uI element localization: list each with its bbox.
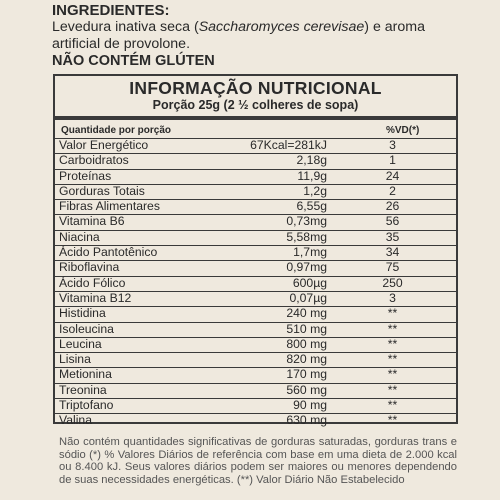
nutrient-vd: ** xyxy=(387,306,398,321)
nutrient-value: 0,07µg xyxy=(289,290,327,305)
nutrient-name: Vitamina B6 xyxy=(59,214,125,229)
table-divider xyxy=(55,116,456,120)
table-row xyxy=(55,413,456,428)
table-row xyxy=(55,245,456,260)
nutrient-vd: 24 xyxy=(385,168,400,183)
footer-note: Não contém quantidades significativas de gorduras saturadas, gorduras trans e sódio (*) % Valores Diários de referência com base em uma dieta de 2.000 kcal ou 8.400 kJ. Seus valores diários podem ser maiores ou menores dependendo de suas necessidades energéticas. (**) Valor Diário Não Estabelecido xyxy=(59,436,457,486)
nutrient-name: Gorduras Totais xyxy=(59,183,145,198)
nutrient-vd: 3 xyxy=(389,290,396,305)
nutrient-name: Niacina xyxy=(59,229,100,244)
table-row xyxy=(55,398,456,413)
table-header xyxy=(55,122,456,136)
ingredients-text-after: ) e aroma artificial de provolone. xyxy=(52,19,426,52)
table-row xyxy=(55,199,456,214)
header-quantity: Quantidade por porção xyxy=(61,125,172,136)
table-row xyxy=(55,291,456,306)
nutrient-vd: 26 xyxy=(385,199,400,214)
nutrient-value: 240 mg xyxy=(286,306,327,321)
nutrient-vd: ** xyxy=(387,321,398,336)
nutrient-name: Carboidratos xyxy=(59,153,129,168)
nutrient-vd: ** xyxy=(387,382,398,397)
nutrition-portion: Porção 25g (2 ½ colheres de sopa) xyxy=(152,98,359,112)
nutrient-vd: 250 xyxy=(382,275,403,290)
ingredients-scientific-name: Saccharomyces cerevisae xyxy=(198,19,365,35)
nutrient-value: 0,97mg xyxy=(286,260,327,275)
nutrient-vd: 35 xyxy=(385,229,400,244)
table-row xyxy=(55,184,456,199)
nutrient-value: 67Kcal=281kJ xyxy=(250,138,327,152)
table-row xyxy=(55,260,456,275)
table-row xyxy=(55,276,456,291)
nutrient-name: Ácido Fólico xyxy=(59,275,126,290)
ingredients-block xyxy=(52,2,472,70)
nutrient-vd: ** xyxy=(387,336,398,351)
nutrition-table xyxy=(53,74,458,428)
nutrient-vd: 2 xyxy=(389,183,396,198)
nutrient-value: 90 mg xyxy=(293,398,327,413)
nutrient-vd: ** xyxy=(387,352,398,367)
nutrient-value: 2,18g xyxy=(296,153,327,168)
table-row xyxy=(55,214,456,229)
nutrient-value: 630 mg xyxy=(286,413,327,428)
table-row xyxy=(55,153,456,168)
ingredients-text xyxy=(52,19,472,53)
table-row xyxy=(55,367,456,382)
nutrient-vd: 34 xyxy=(385,245,400,260)
nutrient-vd: 1 xyxy=(389,153,396,168)
nutrient-vd: ** xyxy=(387,367,398,382)
nutrient-vd: 75 xyxy=(385,260,400,275)
nutrient-value: 6,55g xyxy=(296,199,327,214)
nutrient-value: 1,2g xyxy=(303,183,327,198)
nutrient-name: Fibras Alimentares xyxy=(59,199,160,214)
nutrient-value: 0,73mg xyxy=(286,214,327,229)
table-row xyxy=(55,337,456,352)
nutrient-name: Histidina xyxy=(59,306,106,321)
nutrient-name: Vitamina B12 xyxy=(59,290,132,305)
nutrient-vd: 3 xyxy=(389,138,396,152)
nutrient-value: 1,7mg xyxy=(293,245,327,260)
nutrient-vd: ** xyxy=(387,413,398,428)
nutrient-name: Valor Energético xyxy=(59,138,149,152)
nutrient-name: Triptofano xyxy=(59,398,114,413)
nutrient-value: 5,58mg xyxy=(286,229,327,244)
nutrient-name: Valina xyxy=(59,413,92,428)
nutrient-name: Metionina xyxy=(59,367,112,382)
nutrient-value: 170 mg xyxy=(286,367,327,382)
nutrient-value: 510 mg xyxy=(286,321,327,336)
nutrient-name: Leucina xyxy=(59,336,102,351)
nutrient-name: Riboflavina xyxy=(59,260,120,275)
table-row xyxy=(55,352,456,367)
nutrient-name: Treonina xyxy=(59,382,107,397)
ingredients-title: INGREDIENTES: xyxy=(52,2,170,19)
ingredients-text-before: Levedura inativa seca ( xyxy=(52,19,199,35)
nutrient-vd: 56 xyxy=(385,214,400,229)
nutrient-name: Lisina xyxy=(59,352,91,367)
table-row xyxy=(55,169,456,184)
nutrient-vd: ** xyxy=(387,398,398,413)
table-row xyxy=(55,383,456,398)
nutrient-value: 820 mg xyxy=(286,352,327,367)
nutrient-name: Ácido Pantotênico xyxy=(59,245,158,260)
header-vd: %VD(*) xyxy=(386,125,420,136)
table-row xyxy=(55,230,456,245)
nutrient-value: 800 mg xyxy=(286,336,327,351)
nutrient-value: 600µg xyxy=(292,275,327,290)
table-rows xyxy=(55,138,456,429)
nutrient-name: Proteínas xyxy=(59,168,112,183)
nutrition-title: INFORMAÇÃO NUTRICIONAL xyxy=(129,78,382,98)
table-row xyxy=(55,306,456,321)
gluten-notice: NÃO CONTÉM GLÚTEN xyxy=(52,53,215,69)
table-row xyxy=(55,322,456,337)
nutrient-value: 11,9g xyxy=(297,168,327,183)
table-row xyxy=(55,138,456,153)
nutrient-value: 560 mg xyxy=(286,382,327,397)
nutrient-name: Isoleucina xyxy=(59,321,114,336)
